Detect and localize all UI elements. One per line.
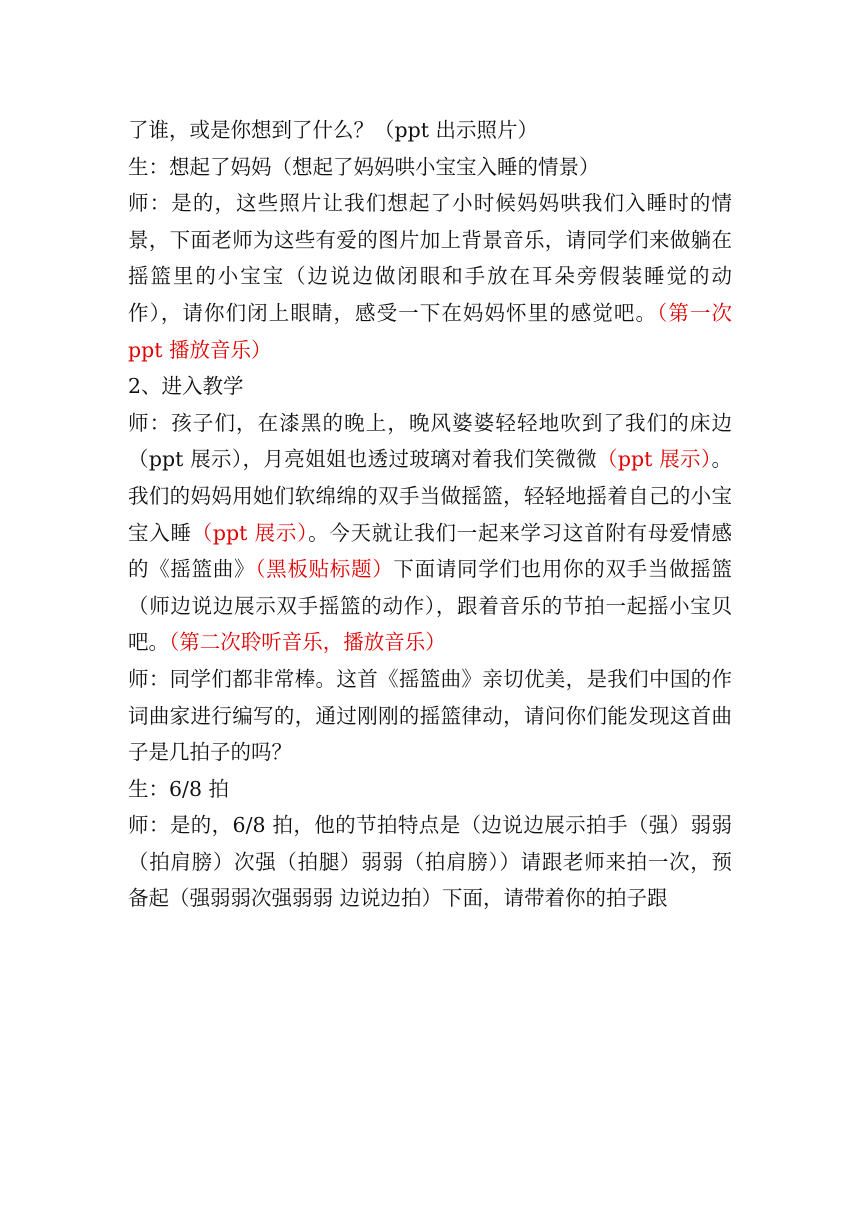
highlighted-instruction: （黑板贴标题） — [255, 557, 394, 582]
text-segment: 师：是的，6/8 拍，他的节拍特点是（边说边展示拍手（强）弱弱（拍肩膀）次强（拍腿）弱弱（拍肩膀））请跟老师来拍一次，预备起（强弱弱次强弱弱 边说边拍）下面，请带着你的拍子跟 — [128, 813, 732, 911]
highlighted-instruction: （ppt 展示） — [597, 447, 712, 472]
paragraph — [128, 185, 732, 368]
text-segment: 师：同学们都非常棒。这首《摇篮曲》亲切优美，是我们中国的作词曲家进行编写的，通过刚刚的摇篮律动，请问你们能发现这首曲子是几拍子的吗？ — [128, 666, 732, 765]
paragraph — [128, 661, 732, 771]
text-segment: 了谁，或是你想到了什么？（ppt 出示照片） — [128, 118, 538, 142]
paragraph — [128, 771, 732, 808]
paragraph — [128, 368, 732, 405]
paragraph — [128, 112, 732, 149]
text-segment: 。今天就让我们一起来学习这首附有母爱情感的《摇篮曲》 — [128, 520, 733, 582]
text-segment: 。我们的妈妈用她们软绵绵的双手当做摇篮，轻轻地摇着自己的小宝宝入睡 — [128, 447, 733, 545]
text-segment: 师：是的，这些照片让我们想起了小时候妈妈哄我们入睡时的情景，下面老师为这些有爱的图片加上背景音乐，请同学们来做躺在摇篮里的小宝宝（边说边做闭眼和手放在耳朵旁假装睡觉的动作），请你们闭上眼睛，感受一下在妈妈怀里的感觉吧。 — [128, 191, 732, 325]
highlighted-instruction: （ppt 展示） — [191, 520, 309, 545]
highlighted-instruction: （第二次聆听音乐，播放音乐） — [169, 630, 446, 655]
text-segment: 下面请同学们也用你的双手当做摇篮（师边说边展示双手摇篮的动作），跟着音乐的节拍一起摇小宝贝吧。 — [128, 557, 733, 655]
document-body — [128, 112, 732, 917]
paragraph — [128, 405, 732, 661]
paragraph — [128, 149, 732, 186]
text-segment: 师：孩子们，在漆黑的晚上，晚风婆婆轻轻地吹到了我们的床边（ppt 展示），月亮姐姐也透过玻璃对着我们笑微微 — [128, 410, 732, 472]
text-segment: 2、进入教学 — [128, 374, 244, 399]
paragraph — [128, 807, 732, 917]
text-segment: 生：想起了妈妈（想起了妈妈哄小宝宝入睡的情景） — [128, 154, 600, 179]
highlighted-instruction: （第一次ppt 播放音乐） — [128, 300, 733, 362]
text-segment: 生：6/8 拍 — [128, 776, 230, 801]
